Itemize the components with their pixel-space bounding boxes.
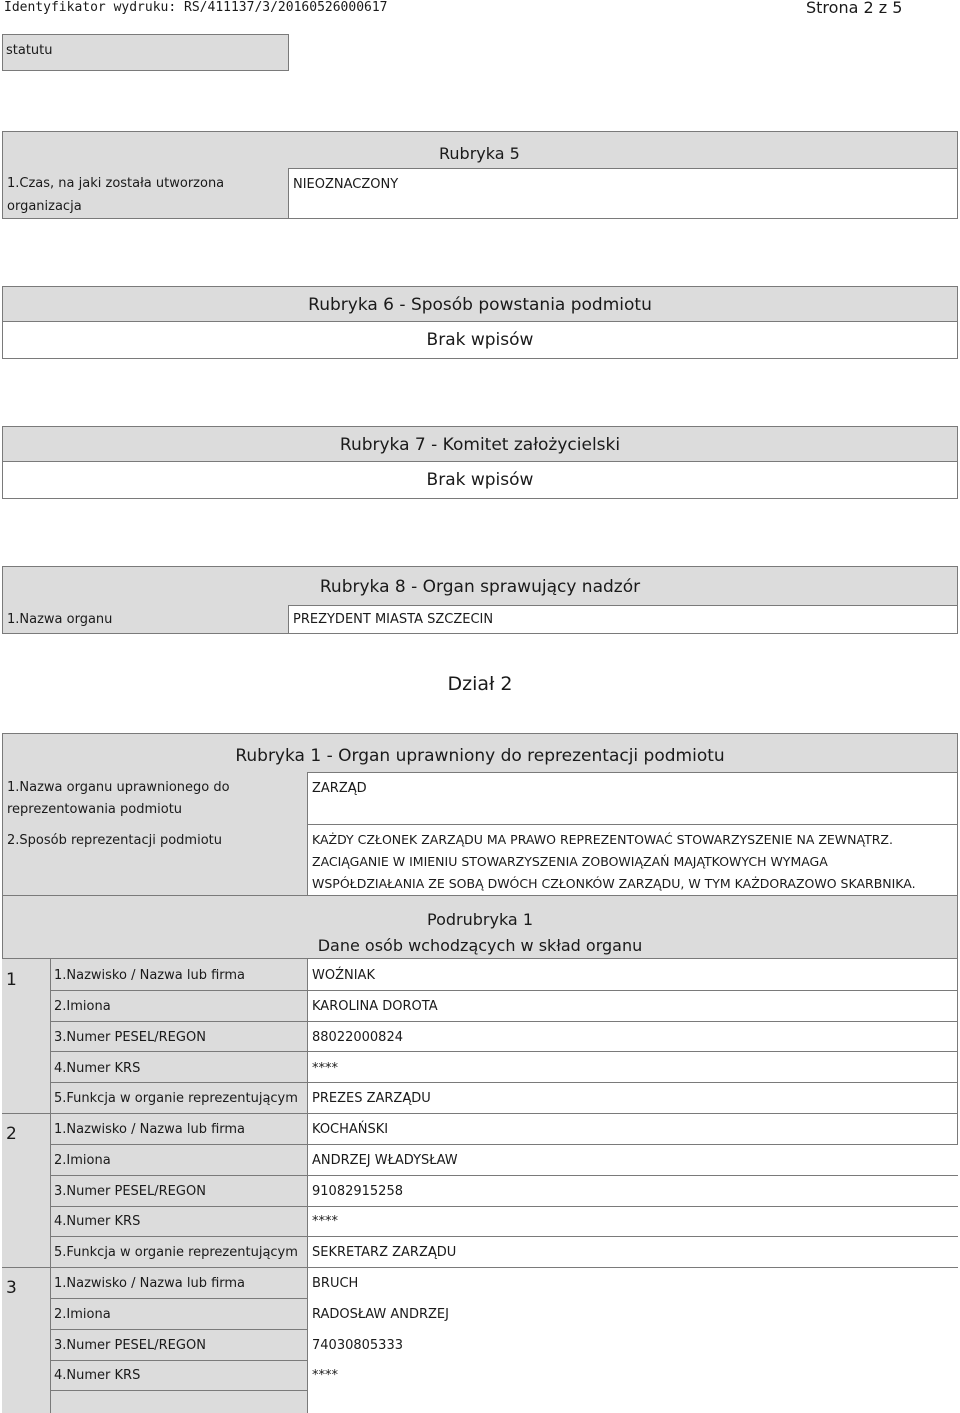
- organ-name-label-line2: reprezentowania podmiotu: [7, 802, 183, 817]
- pesel-value: 91082915258: [312, 1184, 403, 1199]
- krs-value: ****: [312, 1061, 338, 1076]
- rubryka5-label-line1: 1.Czas, na jaki została utworzona: [7, 176, 225, 191]
- page-number: Strona 2 z 5: [806, 0, 903, 17]
- names-value: KAROLINA DOROTA: [312, 999, 438, 1014]
- rubryka5-title: Rubryka 5: [439, 144, 520, 163]
- pesel-label: 3.Numer PESEL/REGON: [54, 1030, 206, 1045]
- statute-cell: [2, 34, 289, 71]
- surname-label: 1.Nazwisko / Nazwa lub firma: [54, 1122, 246, 1137]
- podrubryka-subtitle: Dane osób wchodzących w skład organu: [317, 936, 643, 955]
- print-identifier: Identyfikator wydruku: RS/411137/3/20160526000617: [4, 0, 388, 15]
- function-value: SEKRETARZ ZARZĄDU: [312, 1245, 457, 1260]
- rubryka6-body: [2, 321, 958, 359]
- krs-value: ****: [312, 1214, 338, 1229]
- persons-number-column: [2, 959, 50, 1413]
- krs-value: ****: [312, 1368, 338, 1383]
- rubryka7-body: [2, 461, 958, 499]
- surname-label: 1.Nazwisko / Nazwa lub firma: [54, 1276, 246, 1291]
- method-line1: KAŻDY CZŁONEK ZARZĄDU MA PRAWO REPREZENTOWAĆ STOWARZYSZENIE NA ZEWNĄTRZ.: [312, 832, 893, 847]
- krs-label: 4.Numer KRS: [54, 1368, 141, 1383]
- section-title: Dział 2: [447, 673, 513, 695]
- names-value: RADOSŁAW ANDRZEJ: [312, 1307, 449, 1322]
- rubryka8-label: 1.Nazwa organu: [7, 612, 113, 627]
- pesel-value: 88022000824: [312, 1030, 403, 1045]
- organ-name-value: ZARZĄD: [312, 781, 367, 796]
- rubryka6-title: Rubryka 6 - Sposób powstania podmiotu: [308, 295, 652, 315]
- names-label: 2.Imiona: [54, 1153, 111, 1168]
- rubryka8-value-cell: [288, 605, 958, 634]
- rubryka8-title: Rubryka 8 - Organ sprawujący nadzór: [319, 577, 641, 597]
- person-number: 2: [6, 1124, 17, 1144]
- method-cell: [307, 824, 958, 896]
- function-label: 5.Funkcja w organie reprezentującym: [54, 1091, 298, 1106]
- names-label: 2.Imiona: [54, 1307, 111, 1322]
- rubryka7-empty: Brak wpisów: [426, 470, 534, 490]
- podrubryka-title: Podrubryka 1: [427, 910, 533, 929]
- function-label: 5.Funkcja w organie reprezentującym: [54, 1245, 298, 1260]
- surname-label: 1.Nazwisko / Nazwa lub firma: [54, 968, 246, 983]
- surname-value: KOCHAŃSKI: [312, 1122, 389, 1137]
- pesel-value: 74030805333: [312, 1338, 403, 1353]
- pesel-label: 3.Numer PESEL/REGON: [54, 1184, 206, 1199]
- rubryka7-header: [2, 426, 958, 462]
- organ-name-cell: [307, 772, 958, 825]
- surname-value: BRUCH: [312, 1276, 359, 1291]
- names-label: 2.Imiona: [54, 999, 111, 1014]
- method-label: 2.Sposób reprezentacji podmiotu: [7, 833, 222, 848]
- person-number: 1: [6, 970, 17, 990]
- function-value: PREZES ZARZĄDU: [312, 1091, 431, 1106]
- podrubryka-header: [2, 895, 958, 959]
- rubryka5-value-cell: [288, 168, 958, 219]
- surname-value: WOŹNIAK: [312, 968, 375, 983]
- person-number: 3: [6, 1278, 17, 1298]
- dzial2-rubryka1-title: Rubryka 1 - Organ uprawniony do reprezentacji podmiotu: [235, 746, 725, 766]
- pesel-label: 3.Numer PESEL/REGON: [54, 1338, 206, 1353]
- rubryka6-header: [2, 286, 958, 322]
- rubryka6-empty: Brak wpisów: [426, 330, 534, 350]
- statute-label: statutu: [6, 43, 53, 58]
- krs-label: 4.Numer KRS: [54, 1214, 141, 1229]
- organ-name-label-line1: 1.Nazwa organu uprawnionego do: [7, 780, 230, 795]
- rubryka8-value: PREZYDENT MIASTA SZCZECIN: [293, 612, 494, 627]
- method-line2: ZACIĄGANIE W IMIENIU STOWARZYSZENIA ZOBOWIĄZAŃ MAJĄTKOWYCH WYMAGA: [312, 854, 828, 869]
- names-value: ANDRZEJ WŁADYSŁAW: [312, 1153, 458, 1168]
- rubryka5-value: NIEOZNACZONY: [293, 177, 399, 192]
- krs-label: 4.Numer KRS: [54, 1061, 141, 1076]
- rubryka7-title: Rubryka 7 - Komitet założycielski: [339, 435, 621, 455]
- method-line3: WSPÓŁDZIAŁANIA ZE SOBĄ DWÓCH CZŁONKÓW ZARZĄDU, W TYM KAŻDORAZOWO SKARBNIKA.: [312, 876, 916, 891]
- rubryka5-label-line2: organizacja: [7, 199, 82, 214]
